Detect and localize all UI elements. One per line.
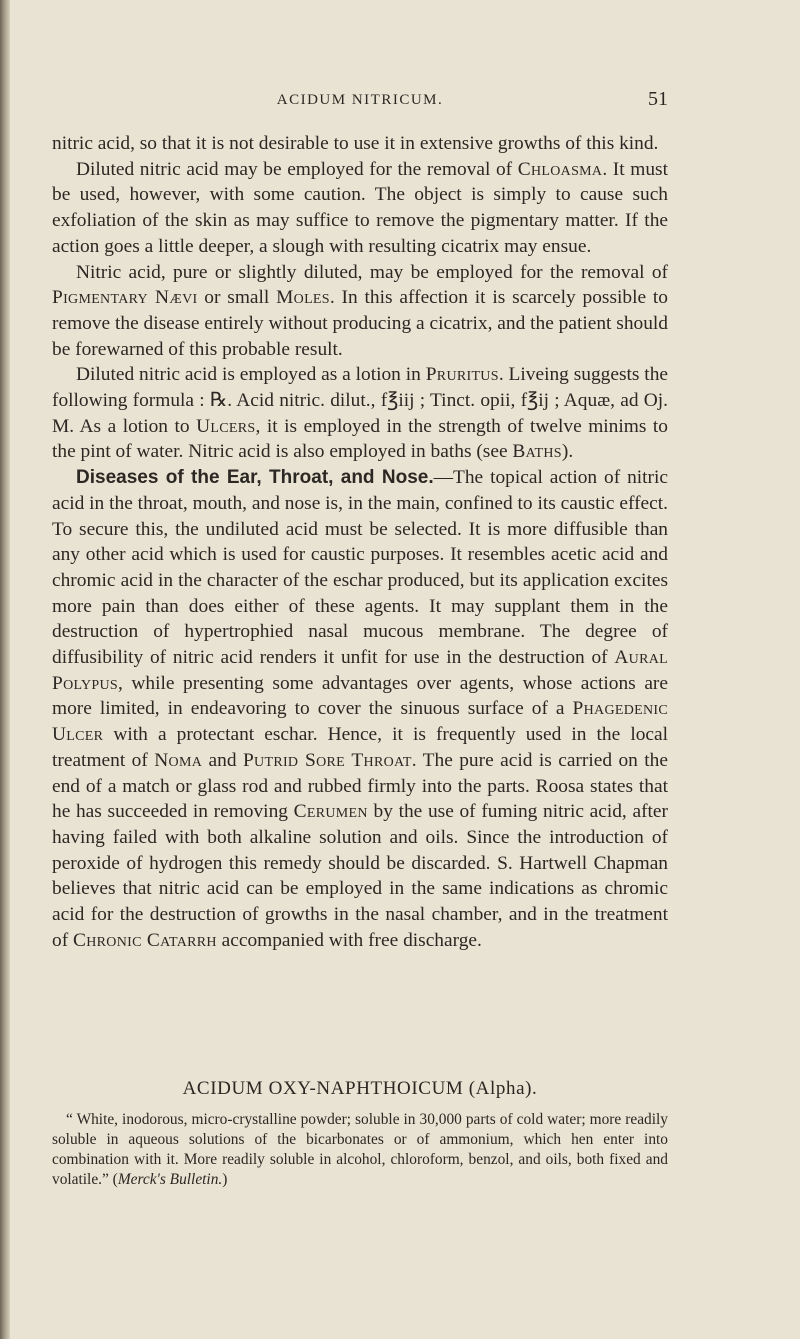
section-heading: ACIDUM OXY-NAPHTHOICUM (Alpha). xyxy=(182,1078,538,1099)
page-number: 51 xyxy=(648,88,668,110)
body-text xyxy=(52,131,668,954)
term-ulcers: Ulcers xyxy=(196,415,256,437)
book-spine-edge xyxy=(0,0,10,1339)
paragraph-text: . It must be used, however, with some caution. The object is simply to cause such exfoliation of the skin as may suffice to remove the pigmentary matter. If the action goes a little deeper, a slough with resulting cicatrix may ensue. xyxy=(52,158,668,257)
paragraph-text: —The topical action of nitric acid in the throat, mouth, and nose is, in the main, confined to its caustic effect. To secure this, the undiluted acid must be selected. It is more diffusible than any other acid which is used for caustic purposes. It resembles acetic acid and chromic acid in the character of the eschar produced, but its application excites more pain than does either of these agents. It may supplant them in the destruction of hypertrophied nasal mucous membrane. The degree of diffusibility of nitric acid renders it unfit for use in the destruction of xyxy=(52,467,668,669)
paragraph-text: nitric acid, so that it is not desirable to use it in extensive growths of this kind. xyxy=(52,133,659,154)
term-chloasma: Chloasma xyxy=(517,158,603,180)
running-head-title: ACIDUM NITRICUM. xyxy=(276,92,444,108)
paragraph-text: . Liveing suggests the following formula : ℞. Acid nitric. dilut., f℥iij ; Tinct. opii, f℥ij ; Aquæ, ad Oj. M. As a lotion to xyxy=(52,364,668,437)
paragraph-text: or small xyxy=(197,287,277,309)
running-head xyxy=(52,88,668,114)
quote-text: ) xyxy=(222,1171,228,1188)
paragraph-pruritus xyxy=(52,362,668,465)
quote-text: “ White, inodorous, micro-crystalline powder; soluble in 30,000 parts of cold water; more readily soluble in aqueous solutions of the bicarbonates or of ammonium, which hen enter into combination with it. More readily soluble in alcohol, chloroform, benzol, and oils, both fixed and volatile.” ( xyxy=(52,1111,668,1188)
paragraph-text: and xyxy=(202,749,243,771)
quote-source: Merck's Bulletin. xyxy=(117,1171,223,1188)
paragraph-text: Diluted nitric acid may be employed for the removal of xyxy=(76,158,518,180)
paragraph-text: , it is employed in the strength of twelve minims to the pint of water. Nitric acid is also employed in baths (see xyxy=(52,415,668,463)
paragraph-ear-throat-nose xyxy=(52,465,668,953)
term-aural-polypus: Aural Polypus xyxy=(52,647,668,694)
term-pruritus: Pruritus xyxy=(425,364,499,386)
paragraph-text: Diluted nitric acid is employed as a lotion in xyxy=(76,364,426,386)
paragraph-text: by the use of fuming nitric acid, after having failed with both alkaline solution and oils. Since the introduction of peroxide of hydrogen this remedy should be discarded. S. Hartwell Chapman believes that nitric acid can be employed in the same indications as chromic acid for the destruction of growths in the nasal chamber, and in the treatment of xyxy=(52,801,668,951)
term-phagedenic-ulcer: Phagedenic Ulcer xyxy=(52,698,668,746)
paragraph-text: Nitric acid, pure or slightly diluted, may be employed for the removal of xyxy=(76,261,668,283)
section-quote xyxy=(52,1110,668,1190)
paragraph-text: accompanied with free discharge. xyxy=(216,929,482,951)
term-cerumen: Cerumen xyxy=(293,801,368,823)
run-in-heading: Diseases of the Ear, Throat, and Nose. xyxy=(76,467,434,489)
paragraph-text: , while presenting some advantages over agents, whose actions are more limited, in endeavoring to cover the sinuous surface of a xyxy=(52,672,668,720)
paragraph-text: with a protectant eschar. Hence, it is frequently used in the local treatment of xyxy=(52,724,668,771)
paragraph-text: . In this affection it is scarcely possible to remove the disease entirely without producing a cicatrix, and the patient should be forewarned of this probable result. xyxy=(52,287,669,360)
term-baths: Baths xyxy=(512,441,562,463)
term-putrid-sore-throat: Putrid Sore Throat xyxy=(242,749,412,771)
paragraph-text: ). xyxy=(561,441,574,463)
paragraph-chloasma xyxy=(52,157,668,260)
paragraph-continuation xyxy=(52,131,668,157)
paragraph-text: . The pure acid is carried on the end of a match or glass rod and rubbed firmly into the parts. Roosa states that he has succeeded in removing xyxy=(52,749,668,823)
term-moles: Moles xyxy=(276,287,330,309)
term-chronic-catarrh: Chronic Catarrh xyxy=(73,929,217,951)
paragraph-naevi xyxy=(52,260,668,363)
term-noma: Noma xyxy=(154,749,203,771)
term-pigmentary-naevi: Pigmentary Nævi xyxy=(52,287,198,309)
section-oxy-naphthoicum xyxy=(52,1076,668,1190)
